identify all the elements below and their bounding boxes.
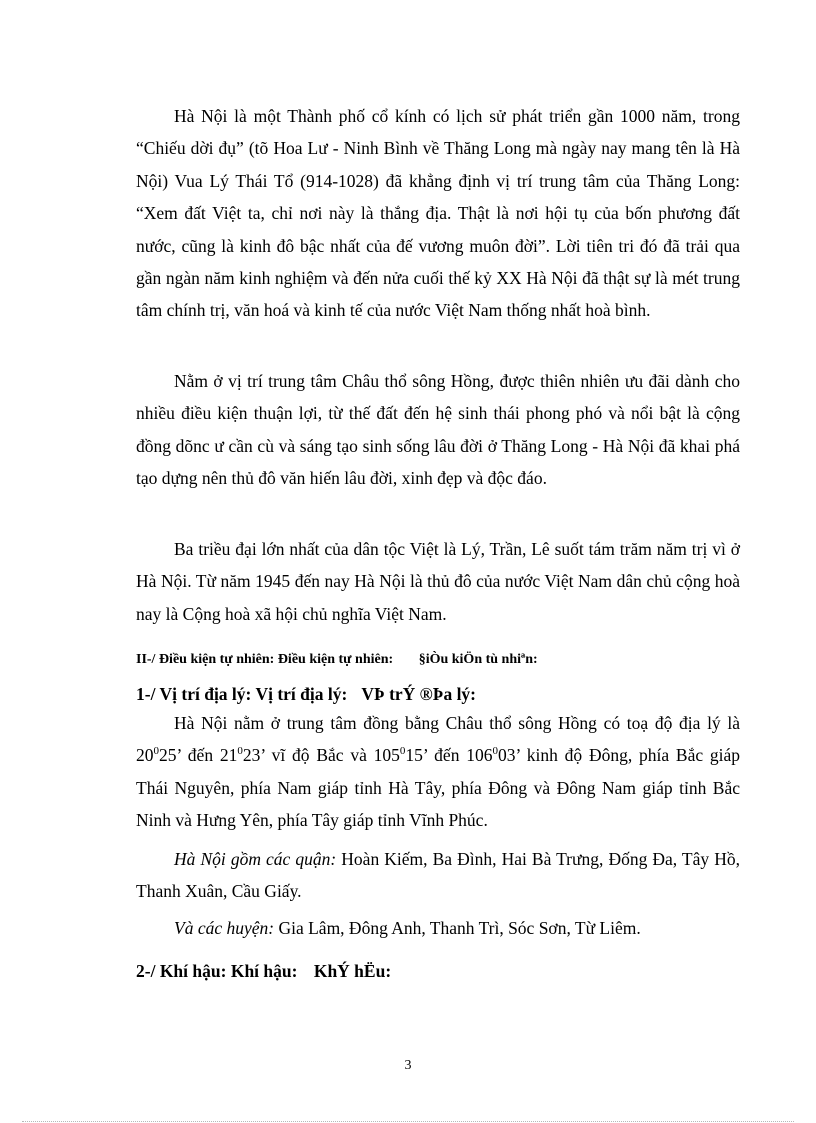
heading-part: VÞ trÝ ®Þa lý:: [361, 684, 477, 704]
paragraph-dynasties: Ba triều đại lớn nhất của dân tộc Việt là Lý, Trần, Lê suốt tám trăm năm trị vì ở Hà Nội. Từ năm 1945 đến nay Hà Nội là thủ đô của nước Việt Nam dân chủ cộng hoà nay là Cộng hoà xã hội chủ nghĩa Việt Nam.: [136, 539, 740, 624]
heading-part: Vị trí địa lý:: [255, 684, 348, 704]
paragraph-history: Hà Nội là một Thành phố cổ kính có lịch sử phát triển gần 1000 năm, trong “Chiếu dời đụ” (tõ Hoa Lư - Ninh Bình về Thăng Long mà ngày nay mang tên là Hà Nội) Vua Lý Thái Tổ (914-1028) đã khẳng định vị trí trung tâm của Thăng Long: “Xem đất Việt ta, chỉ nơi này là thắng địa. Thật là nơi hội tụ của bốn phương đất nước, cũng là kinh đô bậc nhất của đế vương muôn đời”. Lời tiên tri đó đã trải qua gần ngàn năm kinh nghiệm và đến nửa cuối thế kỷ XX Hà Nội đã thật sự là mét trung tâm chính trị, văn hoá và kinh tế của nước Việt Nam thống nhất hoà bình.: [136, 106, 740, 321]
heading-part: II-/ Điều kiện tự nhiên:: [136, 652, 275, 667]
paragraph-rural-districts: [136, 912, 740, 944]
heading-part: §iÒu kiÖn tù nhiªn:: [418, 652, 538, 667]
geo-text: 25’ đến 21: [159, 745, 238, 766]
districts-list: Hoàn Kiếm, Ba Đình, Hai Bà Trưng, Đống Đa, Tây Hồ, Thanh Xuân, Cầu Giấy.: [136, 849, 740, 902]
districts-paragraph-block: [136, 843, 740, 908]
geo-text: Hà Nội nằm ở trung tâm đồng bằng Châu thổ sông Hồng có toạ độ địa lý là 20: [136, 713, 740, 766]
rural-label: Và các huyện:: [174, 918, 275, 938]
heading-part: KhÝ hËu:: [313, 961, 392, 981]
dynasty-paragraph-block: [136, 533, 740, 630]
section-heading-location: [136, 681, 740, 707]
paragraph-location: Nằm ở vị trí trung tâm Châu thổ sông Hồng, được thiên nhiên ưu đãi dành cho nhiều điều kiện thuận lợi, từ thế đất đến hệ sinh thái phong phó và nổi bật là cộng đồng dõnc ư cần cù và sáng tạo sinh sống lâu đời ở Thăng Long - Hà Nội đã khai phá tạo dựng nên thủ đô văn hiến lâu đời, xinh đẹp và độc đáo.: [136, 371, 740, 489]
section-heading-natural-conditions: [136, 650, 740, 670]
rural-paragraph-block: [136, 912, 740, 944]
geo-text: 23’ vĩ độ Bắc và 105: [242, 745, 400, 766]
geo-text: 15’ đến 106: [405, 745, 493, 766]
degree-sup: 0: [399, 745, 406, 758]
page-number: 3: [404, 1058, 412, 1073]
districts-label: Hà Nội gồm các quận:: [174, 849, 337, 869]
heading-part: 1-/ Vị trí địa lý:: [136, 684, 252, 704]
heading-part: Khí hậu:: [230, 961, 298, 981]
heading-part: Điều kiện tự nhiên:: [277, 652, 394, 667]
page-bottom-border: [22, 1121, 794, 1122]
heading-part: 2-/ Khí hậu:: [136, 961, 227, 981]
section-heading-climate: [136, 958, 740, 984]
paragraph-geography: [136, 707, 740, 837]
location-paragraph-block: [136, 365, 740, 495]
paragraph-districts: [136, 843, 740, 908]
degree-sup: 0: [153, 745, 159, 758]
geo-paragraph-block: [136, 707, 740, 837]
intro-paragraph: [136, 100, 740, 327]
degree-sup: 0: [237, 745, 243, 758]
geo-text: 03’ kinh độ Đông, phía Bắc giáp Thái Nguyên, phía Nam giáp tỉnh Hà Tây, phía Đông và Đông Nam giáp tỉnh Bắc Ninh và Hưng Yên, phía Tây giáp tỉnh Vĩnh Phúc.: [136, 745, 741, 831]
degree-sup: 0: [492, 745, 498, 758]
rural-list: Gia Lâm, Đông Anh, Thanh Trì, Sóc Sơn, Từ Liêm.: [274, 918, 641, 938]
